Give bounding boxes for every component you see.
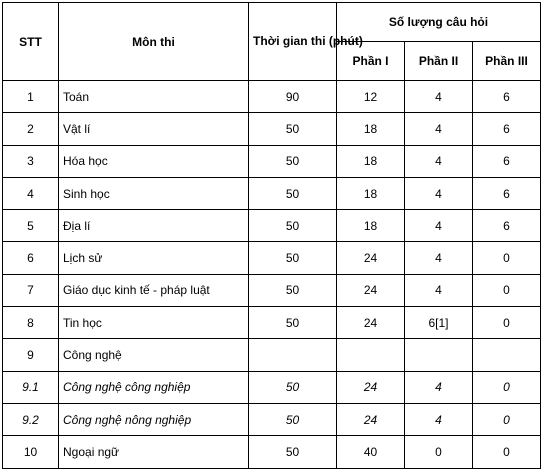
cell-part-1: 18 <box>337 210 405 242</box>
cell-time: 50 <box>249 403 337 435</box>
cell-subject: Ngoại ngữ <box>59 436 249 468</box>
cell-subject: Địa lí <box>59 210 249 242</box>
cell-subject: Công nghệ nông nghiệp <box>59 403 249 435</box>
cell-part-1: 12 <box>337 81 405 113</box>
cell-time: 50 <box>249 210 337 242</box>
table-row <box>3 81 541 113</box>
table-row <box>3 113 541 145</box>
cell-stt: 1 <box>3 81 59 113</box>
cell-time: 50 <box>249 371 337 403</box>
cell-part-1: 24 <box>337 371 405 403</box>
cell-part-3: 0 <box>473 436 541 468</box>
cell-part-3 <box>473 339 541 371</box>
cell-time: 50 <box>249 436 337 468</box>
cell-stt: 3 <box>3 145 59 177</box>
table-body <box>3 81 541 469</box>
cell-part-3: 0 <box>473 242 541 274</box>
cell-part-2: 4 <box>405 81 473 113</box>
cell-time: 50 <box>249 145 337 177</box>
cell-part-3: 6 <box>473 113 541 145</box>
header-part-1: Phần I <box>337 42 405 81</box>
table-row <box>3 371 541 403</box>
cell-part-1: 24 <box>337 242 405 274</box>
cell-part-2: 4 <box>405 274 473 306</box>
header-part-3: Phần III <box>473 42 541 81</box>
cell-subject: Công nghệ <box>59 339 249 371</box>
cell-part-3: 0 <box>473 403 541 435</box>
cell-stt: 9 <box>3 339 59 371</box>
header-stt: STT <box>3 3 59 81</box>
cell-part-3: 6 <box>473 177 541 209</box>
exam-table-container <box>2 2 541 469</box>
cell-part-3: 0 <box>473 307 541 339</box>
cell-subject: Tin học <box>59 307 249 339</box>
cell-stt: 6 <box>3 242 59 274</box>
cell-time: 50 <box>249 274 337 306</box>
cell-part-3: 0 <box>473 371 541 403</box>
header-time: Thời gian thi (phút) <box>249 3 337 81</box>
header-part-2: Phần II <box>405 42 473 81</box>
cell-part-1: 24 <box>337 403 405 435</box>
cell-part-2: 4 <box>405 371 473 403</box>
cell-part-1: 18 <box>337 177 405 209</box>
cell-part-3: 6 <box>473 210 541 242</box>
cell-stt: 4 <box>3 177 59 209</box>
cell-part-1: 18 <box>337 145 405 177</box>
table-row <box>3 339 541 371</box>
cell-part-2: 4 <box>405 177 473 209</box>
cell-part-2: 4 <box>405 113 473 145</box>
cell-subject: Công nghệ công nghiệp <box>59 371 249 403</box>
cell-part-3: 6 <box>473 145 541 177</box>
cell-part-1: 18 <box>337 113 405 145</box>
header-questions-group: Số lượng câu hỏi <box>337 3 541 42</box>
cell-part-1: 24 <box>337 307 405 339</box>
header-row-top <box>3 3 541 42</box>
table-row <box>3 436 541 468</box>
cell-time: 50 <box>249 307 337 339</box>
cell-part-2: 6[1] <box>405 307 473 339</box>
cell-subject: Giáo dục kinh tế - pháp luật <box>59 274 249 306</box>
cell-stt: 9.1 <box>3 371 59 403</box>
table-row <box>3 307 541 339</box>
header-subject: Môn thi <box>59 3 249 81</box>
cell-stt: 7 <box>3 274 59 306</box>
cell-part-2: 0 <box>405 436 473 468</box>
cell-part-1 <box>337 339 405 371</box>
table-row <box>3 210 541 242</box>
cell-part-1: 40 <box>337 436 405 468</box>
cell-stt: 2 <box>3 113 59 145</box>
cell-subject: Hóa học <box>59 145 249 177</box>
cell-stt: 9.2 <box>3 403 59 435</box>
cell-time: 90 <box>249 81 337 113</box>
cell-part-2: 4 <box>405 242 473 274</box>
cell-part-3: 0 <box>473 274 541 306</box>
cell-time <box>249 339 337 371</box>
table-row <box>3 177 541 209</box>
cell-part-2: 4 <box>405 145 473 177</box>
table-row <box>3 274 541 306</box>
cell-time: 50 <box>249 177 337 209</box>
cell-time: 50 <box>249 113 337 145</box>
cell-subject: Vật lí <box>59 113 249 145</box>
cell-part-2 <box>405 339 473 371</box>
exam-structure-table <box>2 2 541 469</box>
table-row <box>3 403 541 435</box>
cell-part-3: 6 <box>473 81 541 113</box>
table-row <box>3 145 541 177</box>
cell-stt: 8 <box>3 307 59 339</box>
cell-subject: Sinh học <box>59 177 249 209</box>
cell-stt: 10 <box>3 436 59 468</box>
cell-part-2: 4 <box>405 403 473 435</box>
cell-subject: Toán <box>59 81 249 113</box>
cell-part-2: 4 <box>405 210 473 242</box>
table-row <box>3 242 541 274</box>
cell-time: 50 <box>249 242 337 274</box>
cell-part-1: 24 <box>337 274 405 306</box>
cell-stt: 5 <box>3 210 59 242</box>
cell-subject: Lịch sử <box>59 242 249 274</box>
